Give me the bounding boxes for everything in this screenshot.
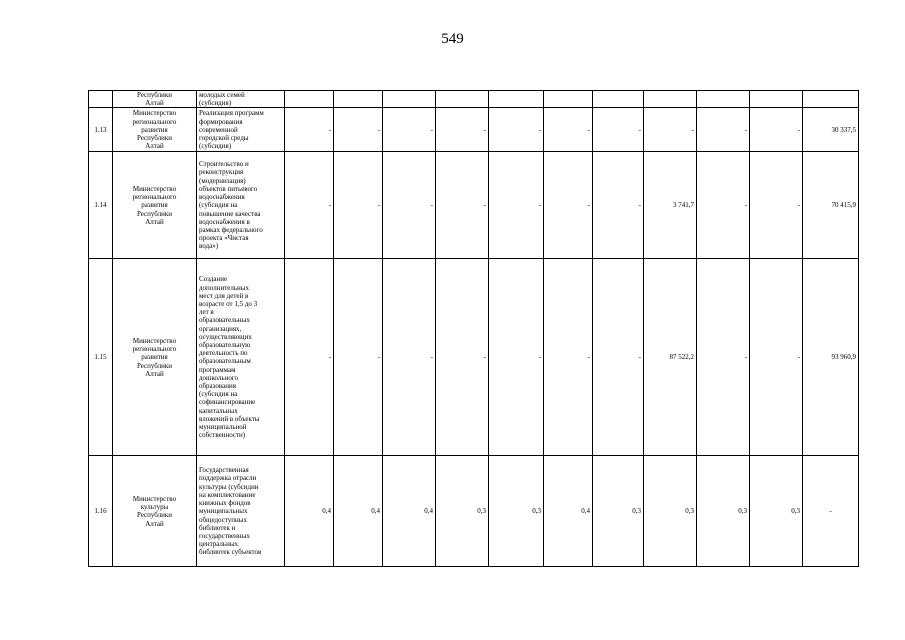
value-cell: - <box>593 152 644 259</box>
value-cell <box>803 91 859 108</box>
value-cell <box>697 91 750 108</box>
organization-cell: Республики Алтай <box>113 91 197 108</box>
value-cell <box>750 91 803 108</box>
value-cell: 30 337,5 <box>803 108 859 152</box>
value-cell: - <box>750 108 803 152</box>
value-cell <box>489 91 544 108</box>
value-cell: 0,4 <box>383 456 436 567</box>
value-cell: - <box>334 108 383 152</box>
organization-cell: Министерство регионального развития Республики Алтай <box>113 108 197 152</box>
value-cell <box>644 91 697 108</box>
row-number-cell: 1.16 <box>89 456 113 567</box>
organization-cell: Министерство регионального развития Республики Алтай <box>113 152 197 259</box>
table-row <box>89 108 859 152</box>
value-cell: - <box>544 108 593 152</box>
value-cell: - <box>383 152 436 259</box>
description-cell: Реализация программ формирования современной городской среды (субсидия) <box>197 108 285 152</box>
value-cell: - <box>489 259 544 456</box>
value-cell: - <box>436 108 489 152</box>
value-cell: - <box>436 152 489 259</box>
value-cell: - <box>383 259 436 456</box>
table-row <box>89 152 859 259</box>
value-cell: - <box>593 259 644 456</box>
organization-cell: Министерство регионального развития Республики Алтай <box>113 259 197 456</box>
value-cell: - <box>697 152 750 259</box>
value-cell: 0,3 <box>644 456 697 567</box>
value-cell <box>544 91 593 108</box>
value-cell: 0,3 <box>593 456 644 567</box>
value-cell: - <box>697 259 750 456</box>
value-cell: - <box>285 108 334 152</box>
value-cell: - <box>697 108 750 152</box>
value-cell: 70 415,9 <box>803 152 859 259</box>
value-cell: - <box>285 152 334 259</box>
row-number-cell: 1.15 <box>89 259 113 456</box>
value-cell: - <box>334 152 383 259</box>
description-cell: Создание дополнительных мест для детей в возрасте от 1,5 до 3 лет в образовательных организациях, осуществляющих образовательную деятельность по образовательным программам дошкольного образования (субсидия на софинансирование капитальных вложений в объекты муниципальной собственности) <box>197 259 285 456</box>
row-number-cell: 1.13 <box>89 108 113 152</box>
value-cell: - <box>489 108 544 152</box>
value-cell: - <box>285 259 334 456</box>
description-cell: Строительство и реконструкция (модернизация) объектов питьевого водоснабжения (субсидия на повышение качества водоснабжения в рамках федерального проекта «Чистая вода») <box>197 152 285 259</box>
value-cell: 0,4 <box>544 456 593 567</box>
value-cell: - <box>644 108 697 152</box>
description-cell: Государственная поддержка отрасли культуры (субсидии на комплектование книжных фондов муниципальных общедоступных библиотек и государственных центральных библиотек субъектов <box>197 456 285 567</box>
value-cell: - <box>593 108 644 152</box>
value-cell: 87 522,2 <box>644 259 697 456</box>
value-cell: - <box>436 259 489 456</box>
value-cell: 0,3 <box>750 456 803 567</box>
value-cell: 0,3 <box>697 456 750 567</box>
value-cell: - <box>750 152 803 259</box>
value-cell <box>334 91 383 108</box>
table-row <box>89 259 859 456</box>
row-number-cell: 1.14 <box>89 152 113 259</box>
value-cell: - <box>803 456 859 567</box>
value-cell: - <box>544 152 593 259</box>
value-cell: 0,3 <box>436 456 489 567</box>
value-cell <box>593 91 644 108</box>
value-cell: 0,4 <box>334 456 383 567</box>
table-row <box>89 456 859 567</box>
row-number-cell <box>89 91 113 108</box>
description-cell: молодых семей (субсидия) <box>197 91 285 108</box>
value-cell: - <box>383 108 436 152</box>
value-cell <box>285 91 334 108</box>
value-cell: 0,3 <box>489 456 544 567</box>
value-cell: - <box>750 259 803 456</box>
value-cell: 0,4 <box>285 456 334 567</box>
page-number: 549 <box>441 31 464 47</box>
value-cell <box>436 91 489 108</box>
table-row <box>89 91 859 108</box>
value-cell: - <box>489 152 544 259</box>
value-cell: 93 960,9 <box>803 259 859 456</box>
organization-cell: Министерство культуры Республики Алтай <box>113 456 197 567</box>
budget-table <box>88 90 859 567</box>
value-cell: 3 741,7 <box>644 152 697 259</box>
value-cell: - <box>544 259 593 456</box>
value-cell: - <box>334 259 383 456</box>
value-cell <box>383 91 436 108</box>
